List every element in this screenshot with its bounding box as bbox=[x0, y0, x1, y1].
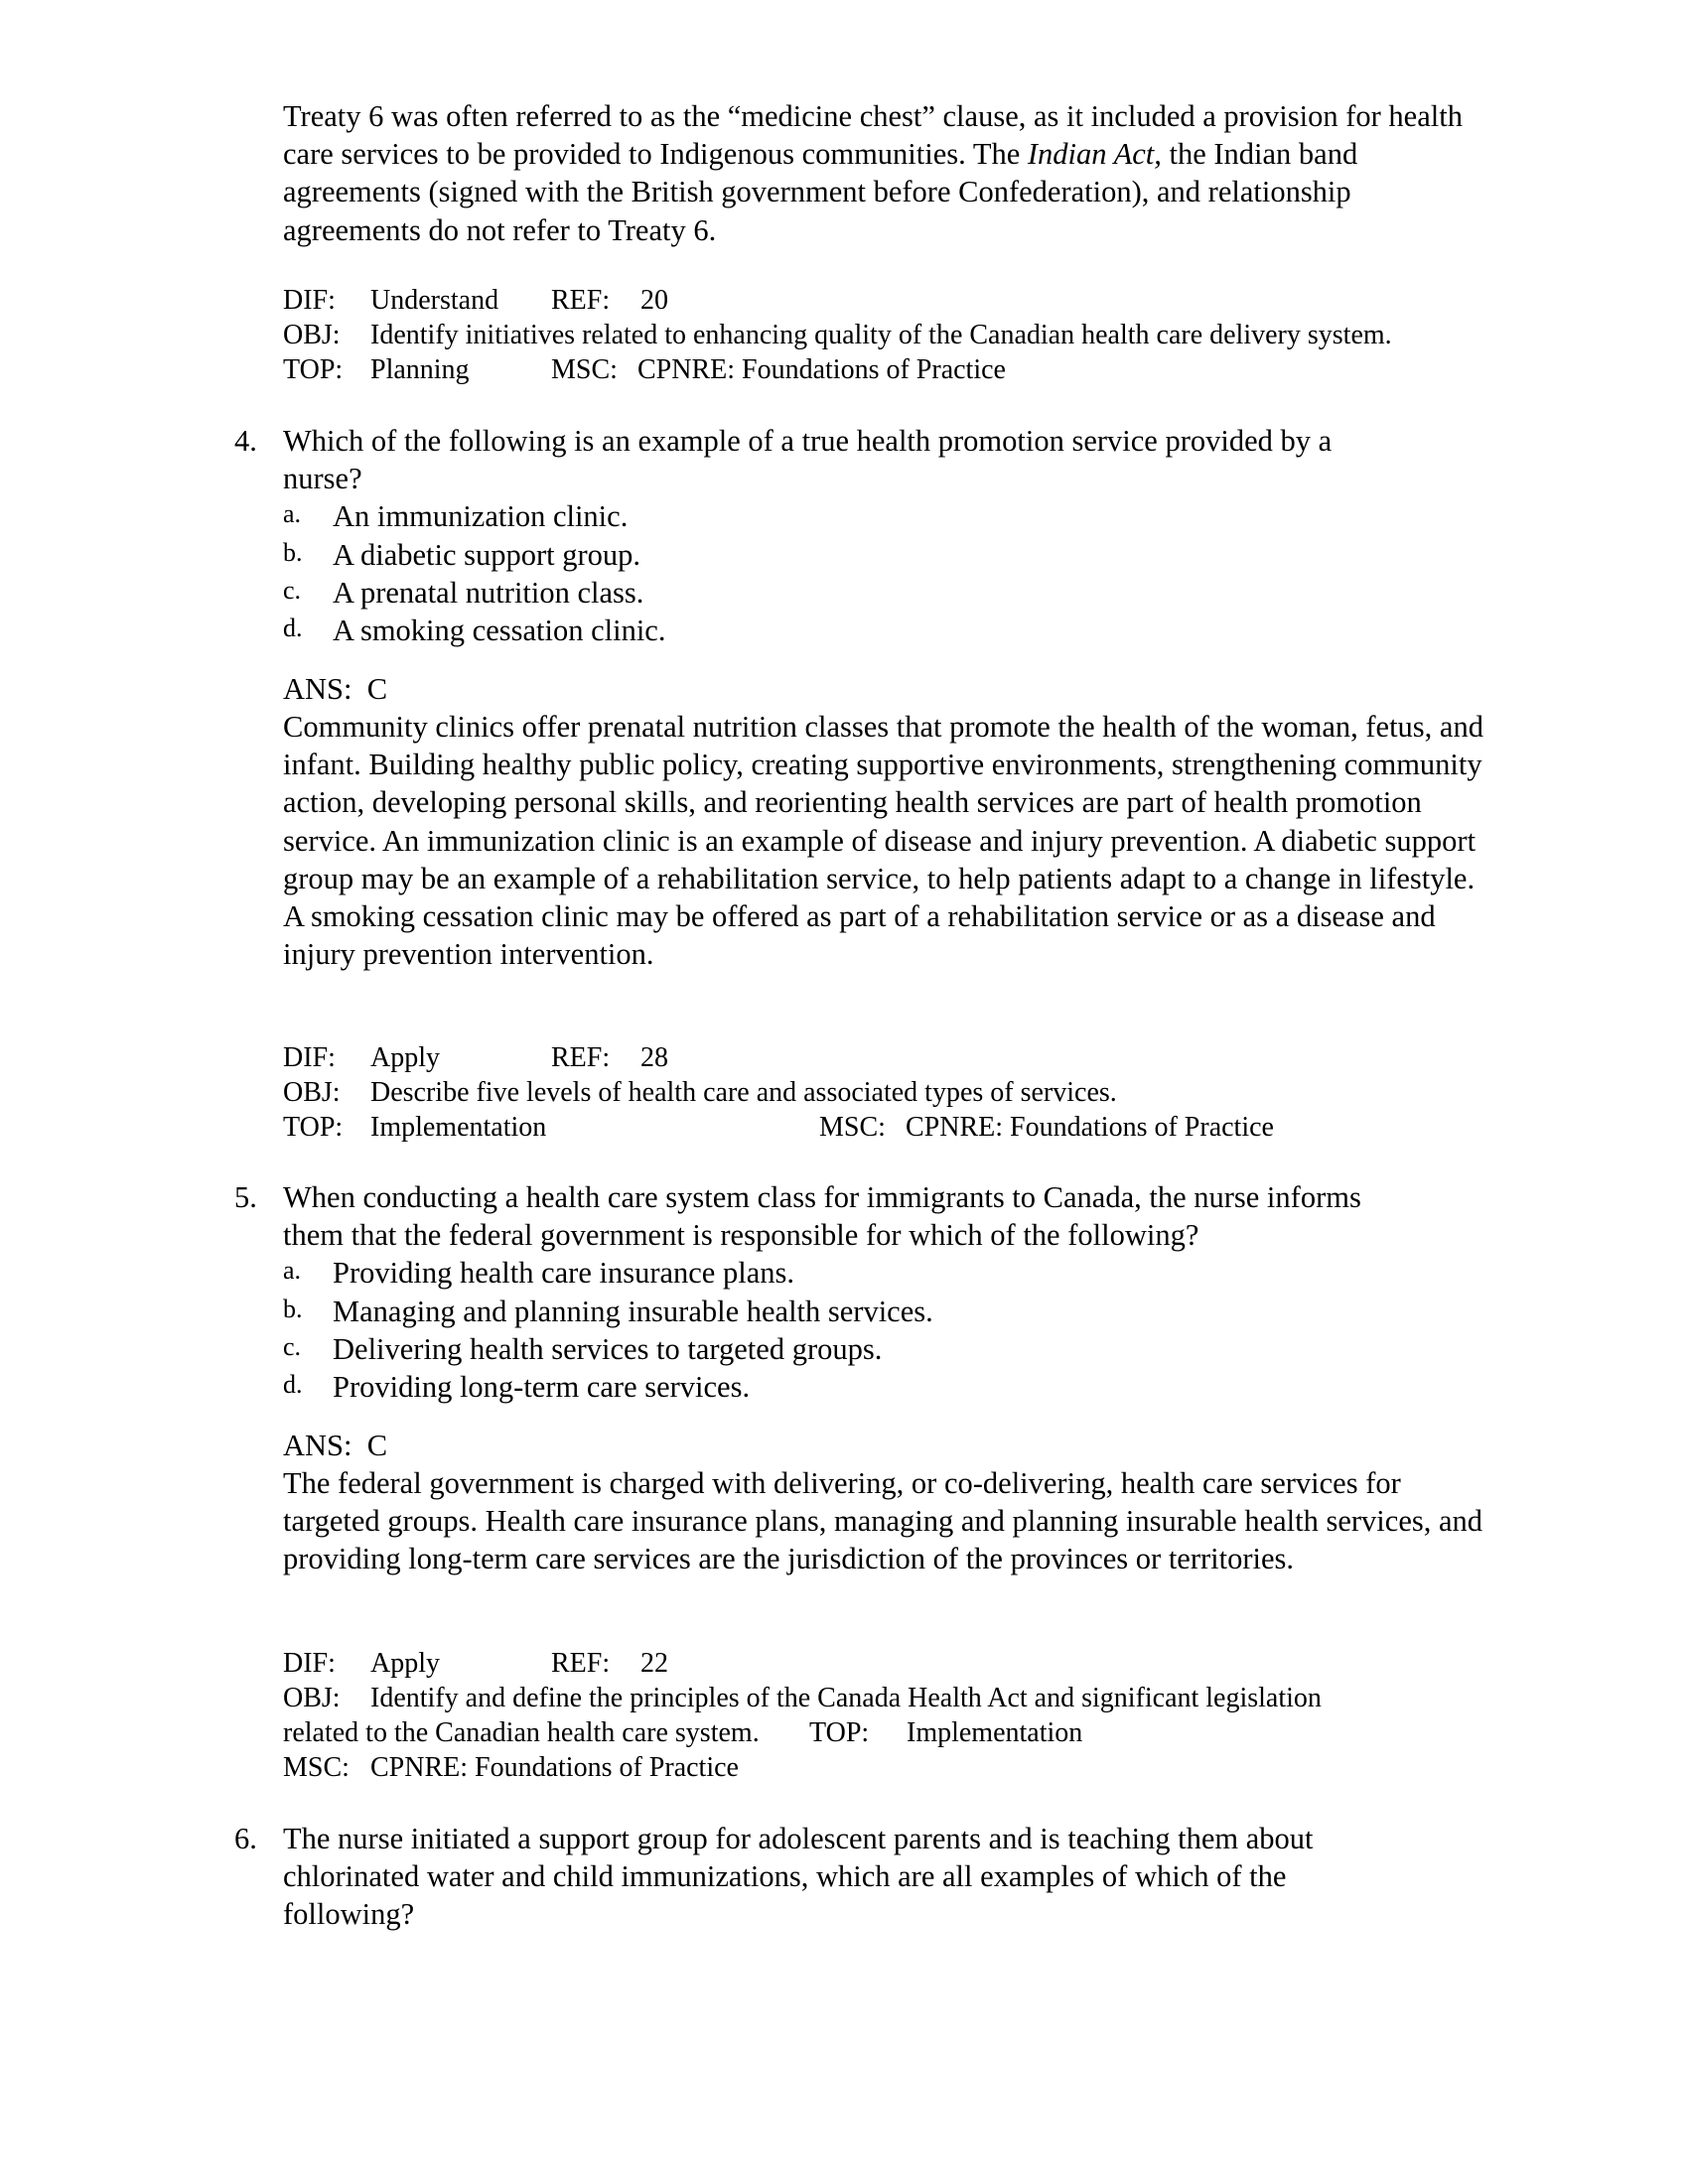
ref-label: REF: bbox=[551, 1648, 611, 1679]
obj-value: Identify and define the principles of the Canada Health Act and significant legislation bbox=[370, 1683, 1322, 1713]
option-a: a. An immunization clinic. bbox=[283, 499, 629, 534]
msc-label: MSC: bbox=[819, 1112, 886, 1143]
obj-label: OBJ: bbox=[283, 1077, 341, 1108]
dif-label: DIF: bbox=[283, 1648, 336, 1679]
answer-label: ANS: bbox=[283, 672, 352, 706]
q5-rationale: The federal government is charged with delivering, or co-delivering, health care services for targeted groups. Health care insurance plans, managing and planning insurable health services, and providing long-term care services are the jurisdiction of the provinces or territories. bbox=[283, 1466, 1483, 1576]
option-d: d. Providing long-term care services. bbox=[283, 1369, 751, 1404]
option-b: b. Managing and planning insurable health services. bbox=[283, 1294, 933, 1328]
option-c: c. A prenatal nutrition class. bbox=[283, 575, 644, 610]
obj-label: OBJ: bbox=[283, 1683, 341, 1713]
q3-meta bbox=[283, 283, 1524, 387]
option-b: b. A diabetic support group. bbox=[283, 537, 641, 572]
msc-value: CPNRE: Foundations of Practice bbox=[906, 1112, 1274, 1143]
question-stem: When conducting a health care system class for immigrants to Canada, the nurse informs them that the federal government is responsible for which of the following? bbox=[283, 1180, 1361, 1253]
option-c: c. Delivering health services to targeted groups. bbox=[283, 1331, 883, 1366]
dif-value: Understand bbox=[370, 285, 499, 316]
question-4 bbox=[234, 422, 1505, 649]
dif-label: DIF: bbox=[283, 1042, 336, 1073]
q4-meta bbox=[283, 1040, 1524, 1145]
obj-value: Describe five levels of health care and associated types of services. bbox=[370, 1077, 1117, 1108]
top-label: TOP: bbox=[283, 1112, 344, 1143]
top-value: Planning bbox=[370, 354, 470, 385]
question-number: 5. bbox=[234, 1180, 257, 1214]
dif-label: DIF: bbox=[283, 285, 336, 316]
option-d: d. A smoking cessation clinic. bbox=[283, 613, 666, 647]
question-number: 6. bbox=[234, 1822, 257, 1855]
msc-label: MSC: bbox=[283, 1752, 350, 1783]
ref-value: 20 bbox=[640, 285, 668, 316]
ref-value: 22 bbox=[640, 1648, 668, 1679]
top-value: Implementation bbox=[907, 1717, 1083, 1748]
italic-indian-act: Indian Act, bbox=[1027, 137, 1162, 172]
dif-value: Apply bbox=[370, 1042, 440, 1073]
ref-value: 28 bbox=[640, 1042, 668, 1073]
option-a: a. Providing health care insurance plans. bbox=[283, 1256, 794, 1291]
q5-answer bbox=[283, 1427, 1494, 1464]
msc-value: CPNRE: Foundations of Practice bbox=[637, 354, 1006, 385]
question-stem: The nurse initiated a support group for adolescent parents and is teaching them about chlorinated water and child immunizations, which are all examples of which of the following? bbox=[283, 1822, 1314, 1932]
answer-value: C bbox=[366, 1429, 388, 1462]
answer-value: C bbox=[366, 672, 388, 706]
q3-rationale: Treaty 6 was often referred to as the “medicine chest” clause, as it included a provision for health care services to be provided to Indigenous communities. The Indian Act, the Indian band agreements (signed with the British government before Confederation), and relationship agreements do not refer to Treaty 6. bbox=[283, 99, 1463, 247]
top-label: TOP: bbox=[283, 354, 344, 385]
q4-answer bbox=[283, 670, 1494, 708]
question-stem: Which of the following is an example of a true health promotion service provided by a nurse? bbox=[283, 424, 1333, 496]
answer-label: ANS: bbox=[283, 1429, 352, 1462]
top-value: Implementation bbox=[370, 1112, 547, 1143]
question-6 bbox=[234, 1820, 1505, 1934]
q5-meta bbox=[283, 1646, 1524, 1785]
question-number: 4. bbox=[234, 424, 257, 458]
top-label: TOP: bbox=[809, 1717, 870, 1748]
ref-label: REF: bbox=[551, 285, 611, 316]
obj-value: Identify initiatives related to enhancing quality of the Canadian health care delivery system. bbox=[370, 320, 1392, 350]
msc-label: MSC: bbox=[551, 354, 618, 385]
obj-value-continued: related to the Canadian health care system. bbox=[283, 1717, 760, 1748]
q4-rationale: Community clinics offer prenatal nutrition classes that promote the health of the woman, fetus, and infant. Building healthy public policy, creating supportive environments, strengthening community action, developing personal skills, and reorienting health services are part of health promotion service. An immunization clinic is an example of disease and injury prevention. A diabetic support group may be an example of a rehabilitation service, to help patients adapt to a change in lifestyle. A smoking cessation clinic may be offered as part of a rehabilitation service or as a disease and injury prevention intervention. bbox=[283, 710, 1483, 972]
msc-value: CPNRE: Foundations of Practice bbox=[370, 1752, 739, 1783]
obj-label: OBJ: bbox=[283, 320, 341, 350]
dif-value: Apply bbox=[370, 1648, 440, 1679]
question-5 bbox=[234, 1178, 1505, 1406]
ref-label: REF: bbox=[551, 1042, 611, 1073]
